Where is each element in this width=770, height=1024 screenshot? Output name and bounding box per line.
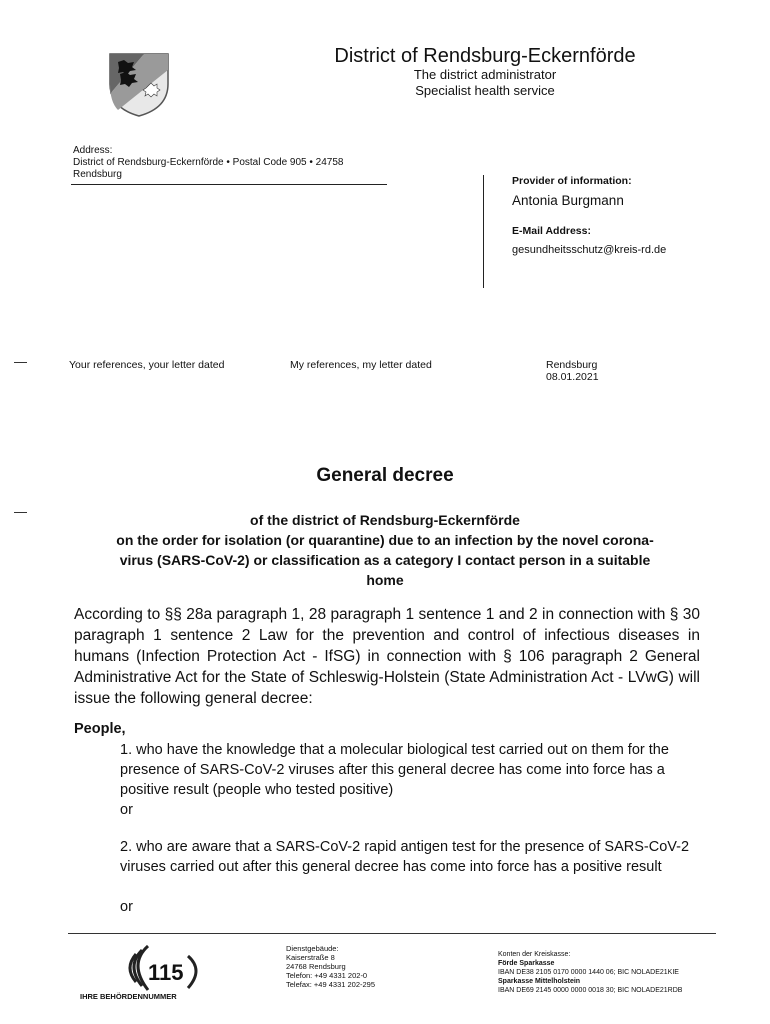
place-date [546,359,599,383]
building-label: Dienstgebäude: [286,944,339,953]
my-references: My references, my letter dated [290,359,432,371]
your-references: Your references, your letter dated [69,359,225,371]
logo-text: IHRE BEHÖRDENNUMMER [80,992,177,1001]
provider-label: Provider of information: [512,175,632,187]
decree-title: General decree [316,465,454,486]
building-fax: Telefax: +49 4331 202-295 [286,980,376,989]
building-info [286,944,375,989]
address-line-1: District of Rendsburg-Eckernförde • Postal Code 905 • 24758 [73,157,344,168]
provider-divider [483,175,484,288]
place: Rendsburg [546,359,598,371]
building-street: Kaiserstraße 8 [286,953,335,962]
subtitle-line: home [366,572,404,588]
health-service: Specialist health service [415,83,555,98]
district-title: District of Rendsburg-Eckernförde [334,45,636,67]
decree-subtitle [70,510,700,590]
or-2: or [120,899,133,915]
authority-number-logo [80,940,260,1004]
bank-info [498,950,682,995]
people-heading: People, [74,721,126,737]
accounts-label: Konten der Kreiskasse: [498,951,571,958]
address-line-2: Rendsburg [73,169,122,180]
address-label: Address: [73,145,113,156]
bank1-name: Förde Sparkasse [498,960,555,967]
decree-intro: According to §§ 28a paragraph 1, 28 paragraph 1 sentence 1 and 2 in connection with § 30 paragraph 1 sentence 2 Law for the prevention and control of infectious diseases in humans (Infection Protection Act - IfSG) in connection with § 106 paragraph 2 General Administrative Act for the State of Schleswig-Holstein (State Administration Act - LVwG) will issue the following general decree: [74,606,700,707]
bank1-iban: IBAN DE38 2105 0170 0000 1440 06; BIC NOLADE21KIE [498,969,679,976]
bank2-name: Sparkasse Mittelholstein [498,978,581,985]
fold-mark [14,512,27,513]
provider-name: Antonia Burgmann [512,193,624,208]
fold-mark [14,362,27,363]
building-city: 24768 Rendsburg [286,962,346,971]
footer-divider [68,933,716,934]
date: 08.01.2021 [546,371,599,383]
address-block [73,145,373,181]
district-administrator: The district administrator [413,67,557,82]
provider-email[interactable]: gesundheitsschutz@kreis-rd.de [512,244,667,256]
bank2-iban: IBAN DE69 2145 0000 0000 0018 30; BIC NOLADE21RDB [498,987,683,994]
coat-of-arms-icon [104,50,174,118]
item-2: 2. who are aware that a SARS-CoV-2 rapid antigen test for the presence of SARS-CoV-2 viruses carried out after this general decree has come into force has a positive result [120,839,690,875]
building-phone: Telefon: +49 4331 202-0 [286,971,368,980]
subtitle-line: virus (SARS-CoV-2) or classification as a category I contact person in a suitable [119,552,651,568]
email-label: E-Mail Address: [512,225,591,237]
logo-number: 115 [148,960,184,985]
item-1: 1. who have the knowledge that a molecular biological test carried out on them for the presence of SARS-CoV-2 viruses after this general decree has come into force has a positive result (people who tested positive) [120,742,669,798]
subtitle-line: of the district of Rendsburg-Eckernförde [250,512,520,528]
or-1: or [120,802,133,818]
address-divider [71,184,387,185]
subtitle-line: on the order for isolation (or quarantine) due to an infection by the novel corona- [116,532,654,548]
